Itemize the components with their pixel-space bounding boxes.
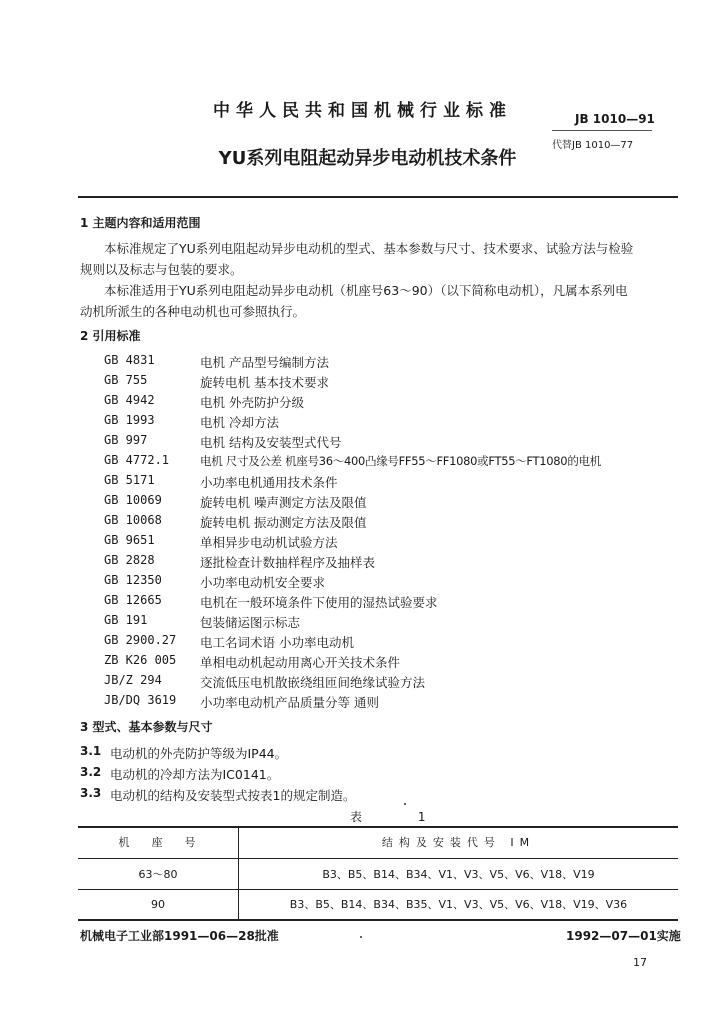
effective-date: 1992—07—01实施 bbox=[566, 929, 681, 943]
approval-date: 机械电子工业部1991—06—28批准 bbox=[80, 929, 279, 943]
standard-code: JB 1010—91 bbox=[575, 112, 655, 126]
table-cell: 63～80 bbox=[78, 858, 239, 889]
page-number: 17 bbox=[633, 956, 647, 969]
reference-code: GB 755 bbox=[104, 373, 148, 387]
clause-number: 3.3 bbox=[80, 786, 102, 800]
reference-code: GB 10068 bbox=[104, 513, 162, 527]
section-3-heading: 3 型式、基本参数与尺寸 bbox=[80, 720, 213, 734]
reference-code: ZB K26 005 bbox=[104, 653, 177, 667]
national-standard-heading: 中华人民共和国机械行业标准 bbox=[213, 101, 512, 121]
reference-title: 电机 外壳防护分级 bbox=[200, 395, 304, 410]
clause-text: 电动机的冷却方法为IC0141。 bbox=[110, 767, 280, 782]
reference-code: GB 2828 bbox=[104, 553, 155, 567]
table-cell: B3、B5、B14、B34、V1、V3、V5、V6、V18、V19 bbox=[322, 867, 595, 881]
table-cell: B3、B5、B14、B34、B35、V1、V3、V5、V6、V18、V19、V36 bbox=[289, 898, 628, 912]
reference-title: 电机 冷却方法 bbox=[200, 415, 279, 430]
reference-code: GB 2900.27 bbox=[104, 633, 177, 647]
reference-title: 旋转电机 噪声测定方法及限值 bbox=[200, 495, 367, 510]
reference-title: 旋转电机 振动测定方法及限值 bbox=[200, 515, 367, 530]
reference-title: 单相电动机起动用离心开关技术条件 bbox=[200, 655, 401, 670]
table-row bbox=[78, 858, 678, 889]
table-1 bbox=[78, 827, 678, 919]
reference-code: GB 4772.1 bbox=[104, 453, 170, 467]
reference-title: 电机 结构及安装型式代号 bbox=[200, 435, 342, 450]
replaces-code: 代替JB 1010—77 bbox=[552, 140, 634, 151]
replaces-rule bbox=[552, 130, 652, 131]
scan-speck bbox=[404, 803, 406, 805]
reference-title: 小功率电动机安全要求 bbox=[200, 575, 326, 590]
section-1-para-1-line-2: 规则以及标志与包装的要求。 bbox=[80, 262, 243, 277]
reference-title: 小功率电动机产品质量分等 通则 bbox=[200, 695, 379, 710]
table-row bbox=[78, 889, 678, 919]
reference-code: GB 5171 bbox=[104, 473, 155, 487]
reference-title: 旋转电机 基本技术要求 bbox=[200, 375, 329, 390]
reference-code: JB/DQ 3619 bbox=[104, 693, 177, 707]
reference-title: 电工名词术语 小功率电动机 bbox=[200, 635, 354, 650]
section-1-para-2-line-1: 本标准适用于YU系列电阻起动异步电动机（机座号63～90）（以下简称电动机），凡属本系列电 bbox=[104, 283, 628, 298]
reference-code: JB/Z 294 bbox=[104, 673, 162, 687]
section-1-para-1-line-1: 本标准规定了YU系列电阻起动异步电动机的型式、基本参数与尺寸、技术要求、试验方法与检验 bbox=[104, 241, 634, 256]
clause-number: 3.2 bbox=[80, 765, 102, 779]
reference-code: GB 997 bbox=[104, 433, 148, 447]
reference-title: 交流低压电机散嵌绕组匝间绝缘试验方法 bbox=[200, 675, 426, 690]
reference-title: 包装储运图示标志 bbox=[200, 615, 301, 630]
reference-code: GB 4831 bbox=[104, 353, 155, 367]
reference-code: GB 12665 bbox=[104, 593, 162, 607]
clause-text: 电动机的结构及安装型式按表1的规定制造。 bbox=[110, 788, 356, 803]
table-cell: 90 bbox=[78, 889, 239, 919]
table-header-cell: 结构及安装代号 IM bbox=[381, 836, 536, 850]
reference-code: GB 10069 bbox=[104, 493, 162, 507]
section-1-heading: 1 主题内容和适用范围 bbox=[80, 216, 201, 230]
table-header-row bbox=[78, 827, 678, 858]
title-divider bbox=[78, 196, 678, 198]
scan-speck bbox=[360, 936, 362, 938]
reference-code: GB 191 bbox=[104, 613, 148, 627]
reference-title: 逐批检查计数抽样程序及抽样表 bbox=[200, 555, 376, 570]
section-2-heading: 2 引用标准 bbox=[80, 329, 141, 343]
table-bottom-border bbox=[78, 919, 678, 921]
reference-code: GB 9651 bbox=[104, 533, 155, 547]
reference-code: GB 1993 bbox=[104, 413, 155, 427]
table-1-title: 表 1 bbox=[350, 810, 452, 824]
clause-text: 电动机的外壳防护等级为IP44。 bbox=[110, 746, 288, 761]
section-1-para-2-line-2: 动机所派生的各种电动机也可参照执行。 bbox=[80, 304, 306, 319]
reference-code: GB 4942 bbox=[104, 393, 155, 407]
reference-title: 电机 产品型号编制方法 bbox=[200, 355, 329, 370]
reference-title: 电机 尺寸及公差 机座号36～400凸缘号FF55～FF1080或FT55～FT1080的电机 bbox=[200, 454, 601, 468]
reference-title: 电机在一般环境条件下使用的湿热试验要求 bbox=[200, 595, 438, 610]
reference-title: 单相异步电动机试验方法 bbox=[200, 535, 338, 550]
document-title: YU系列电阻起动异步电动机技术条件 bbox=[218, 148, 517, 169]
clause-number: 3.1 bbox=[80, 744, 102, 758]
table-header-cell: 机座号 bbox=[78, 827, 239, 858]
reference-code: GB 12350 bbox=[104, 573, 162, 587]
reference-title: 小功率电机通用技术条件 bbox=[200, 475, 338, 490]
